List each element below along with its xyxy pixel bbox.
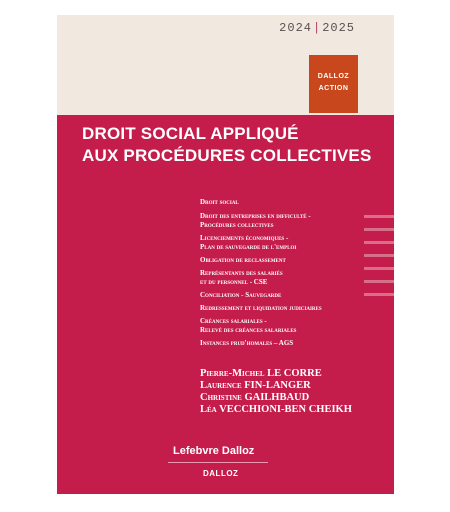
author-name: Léa VECCHIONI-BEN CHEIKH xyxy=(200,404,352,415)
collection-badge-line2: ACTION xyxy=(318,85,349,92)
book-cover xyxy=(57,15,394,494)
collection-badge-line1: DALLOZ xyxy=(317,73,350,80)
topic-list xyxy=(200,198,394,348)
edition-year-end: 2025 xyxy=(322,21,355,35)
topic-line: Créances salariales - xyxy=(200,317,267,325)
edition-years xyxy=(279,21,355,35)
topic-item xyxy=(200,339,394,348)
topic-item xyxy=(200,291,394,300)
topic-item xyxy=(200,234,394,252)
author-name: Christine GAILHBAUD xyxy=(200,392,310,403)
publisher-name: Lefebvre Dalloz xyxy=(173,445,255,457)
edition-year-start: 2024 xyxy=(279,21,312,35)
topic-line: Représentants des salariés xyxy=(200,269,283,277)
topic-line: Licenciements économiques - xyxy=(200,234,289,242)
topic-line: Obligation de reclassement xyxy=(200,256,286,264)
topic-item xyxy=(200,304,394,313)
author-name: Laurence FIN-LANGER xyxy=(200,380,311,391)
topic-line: Conciliation - Sauvegarde xyxy=(200,291,282,299)
topic-line: Redressement et liquidation judiciaires xyxy=(200,304,322,312)
collection-badge xyxy=(309,55,358,113)
publisher-divider xyxy=(168,462,268,463)
topic-line: Instances prud'homales – AGS xyxy=(200,339,294,347)
topic-line: Procédures collectives xyxy=(200,221,274,229)
book-title xyxy=(82,123,372,167)
author-list xyxy=(200,368,352,416)
topic-line: Droit social xyxy=(200,198,239,206)
topic-line: Relevé des créances salariales xyxy=(200,326,297,334)
edition-separator: | xyxy=(312,21,322,35)
topic-line: Droit des entreprises en difficulté - xyxy=(200,212,311,220)
topic-item xyxy=(200,212,394,230)
topic-line: Plan de sauvegarde de l'emploi xyxy=(200,243,297,251)
topic-item xyxy=(200,256,394,265)
book-title-line2: AUX PROCÉDURES COLLECTIVES xyxy=(82,146,372,165)
author-name: Pierre-Michel LE CORRE xyxy=(200,368,322,379)
topic-item xyxy=(200,317,394,335)
book-title-line1: DROIT SOCIAL APPLIQUÉ xyxy=(82,124,299,143)
dalloz-logo: DALLOZ xyxy=(203,469,239,478)
topic-line: et du personnel - CSE xyxy=(200,278,268,286)
topic-item xyxy=(200,269,394,287)
topic-item xyxy=(200,198,394,207)
